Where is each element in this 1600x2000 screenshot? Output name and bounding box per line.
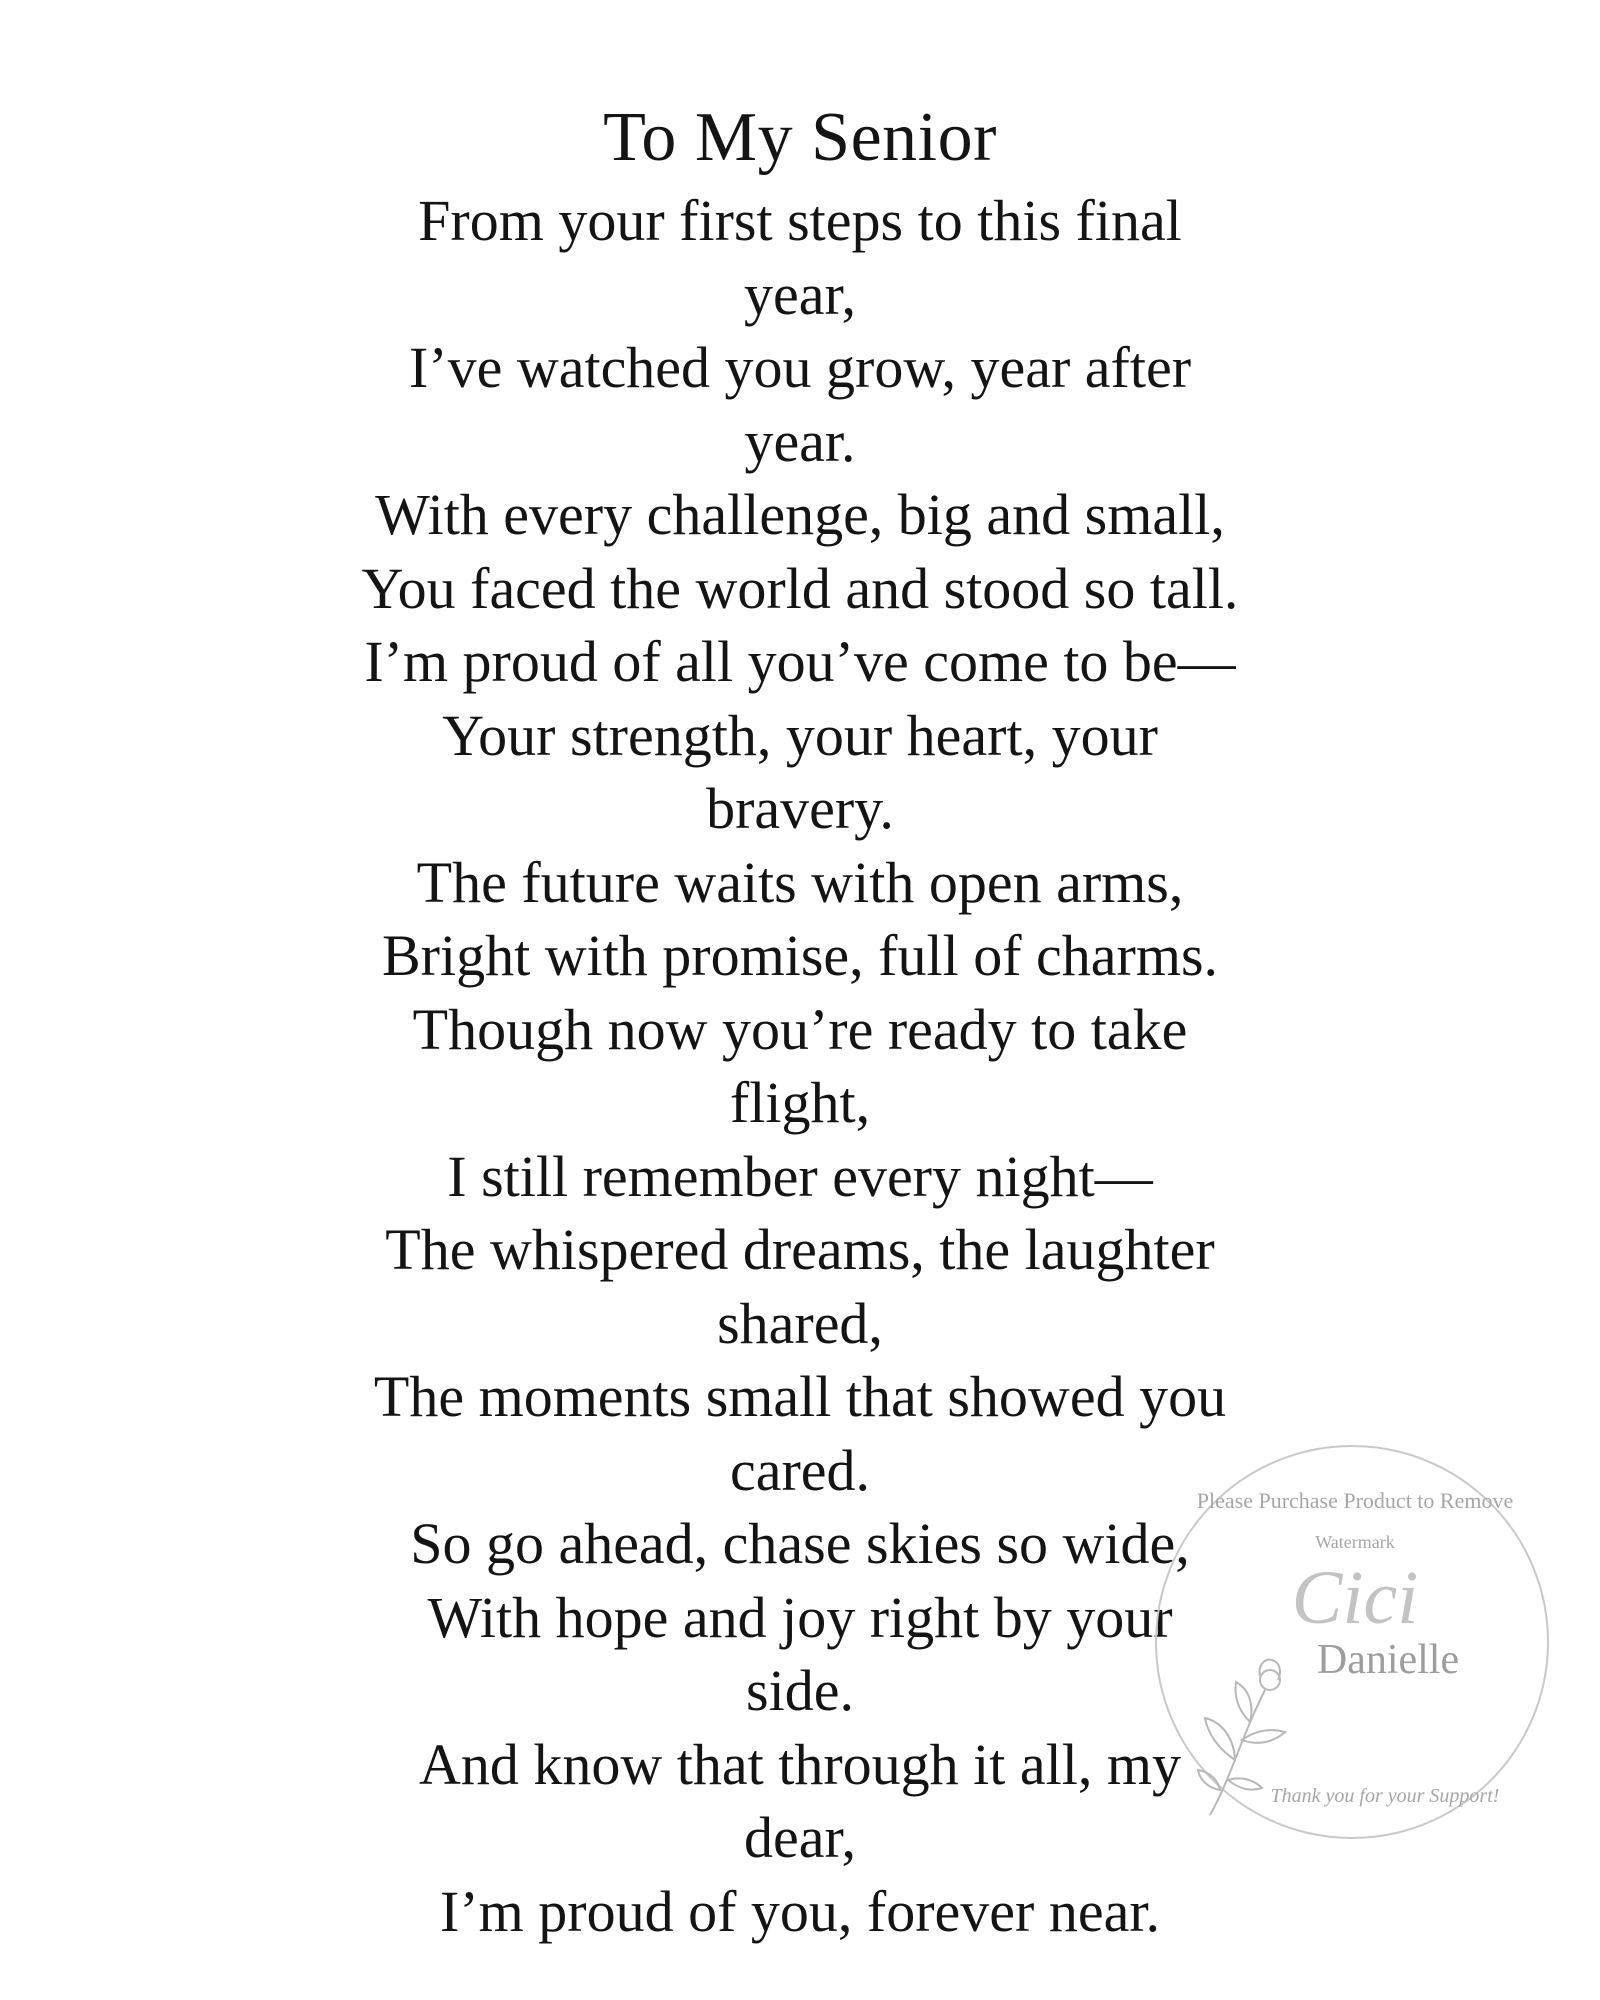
poem-line: The whispered dreams, the laughter: [385, 1217, 1215, 1282]
poem-line: From your first steps to this final: [418, 188, 1182, 253]
watermark-thanks: Thank you for your Support!: [1270, 1785, 1500, 1807]
poem-line: dear,: [744, 1805, 856, 1870]
poem-line: cared.: [729, 1437, 871, 1503]
poem-line: year.: [744, 408, 856, 474]
watermark-notice-continued: Watermark: [1315, 1532, 1395, 1552]
poem-line: The moments small that showed you: [373, 1364, 1227, 1429]
poem-line: Though now you’re ready to take: [412, 996, 1188, 1062]
poem-line: I’m proud of you, forever near.: [440, 1878, 1160, 1944]
poem-line: So go ahead, chase skies so wide,: [410, 1511, 1190, 1576]
watermark-notice: Please Purchase Product to Remove: [1196, 1488, 1514, 1513]
watermark-name: Danielle: [1316, 1637, 1460, 1683]
poem-line: Your strength, your heart, your: [442, 702, 1158, 768]
poem-line: side.: [746, 1658, 854, 1723]
poem-line: I’ve watched you grow, year after: [408, 335, 1192, 400]
poem-line: The future waits with open arms,: [416, 849, 1184, 915]
poem-line: I’m proud of all you’ve come to be—: [364, 629, 1236, 694]
poem-line: flight,: [729, 1070, 871, 1135]
poem-line: Bright with promise, full of charms.: [381, 923, 1219, 988]
poem-lines: [260, 184, 1340, 1948]
poem: [260, 92, 1340, 1948]
poem-line: I still remember every night—: [447, 1143, 1153, 1209]
poem-line: With every challenge, big and small,: [375, 482, 1225, 547]
poem-line: And know that through it all, my: [419, 1731, 1181, 1797]
poem-title: To My Senior: [603, 99, 997, 176]
poem-line: year,: [744, 261, 856, 327]
watermark-script-logo: Cici: [1291, 1556, 1419, 1640]
poem-line: shared,: [717, 1290, 883, 1356]
poem-line: You faced the world and stood so tall.: [361, 555, 1239, 621]
poem-line: With hope and joy right by your: [427, 1584, 1173, 1650]
poem-line: bravery.: [706, 776, 894, 841]
